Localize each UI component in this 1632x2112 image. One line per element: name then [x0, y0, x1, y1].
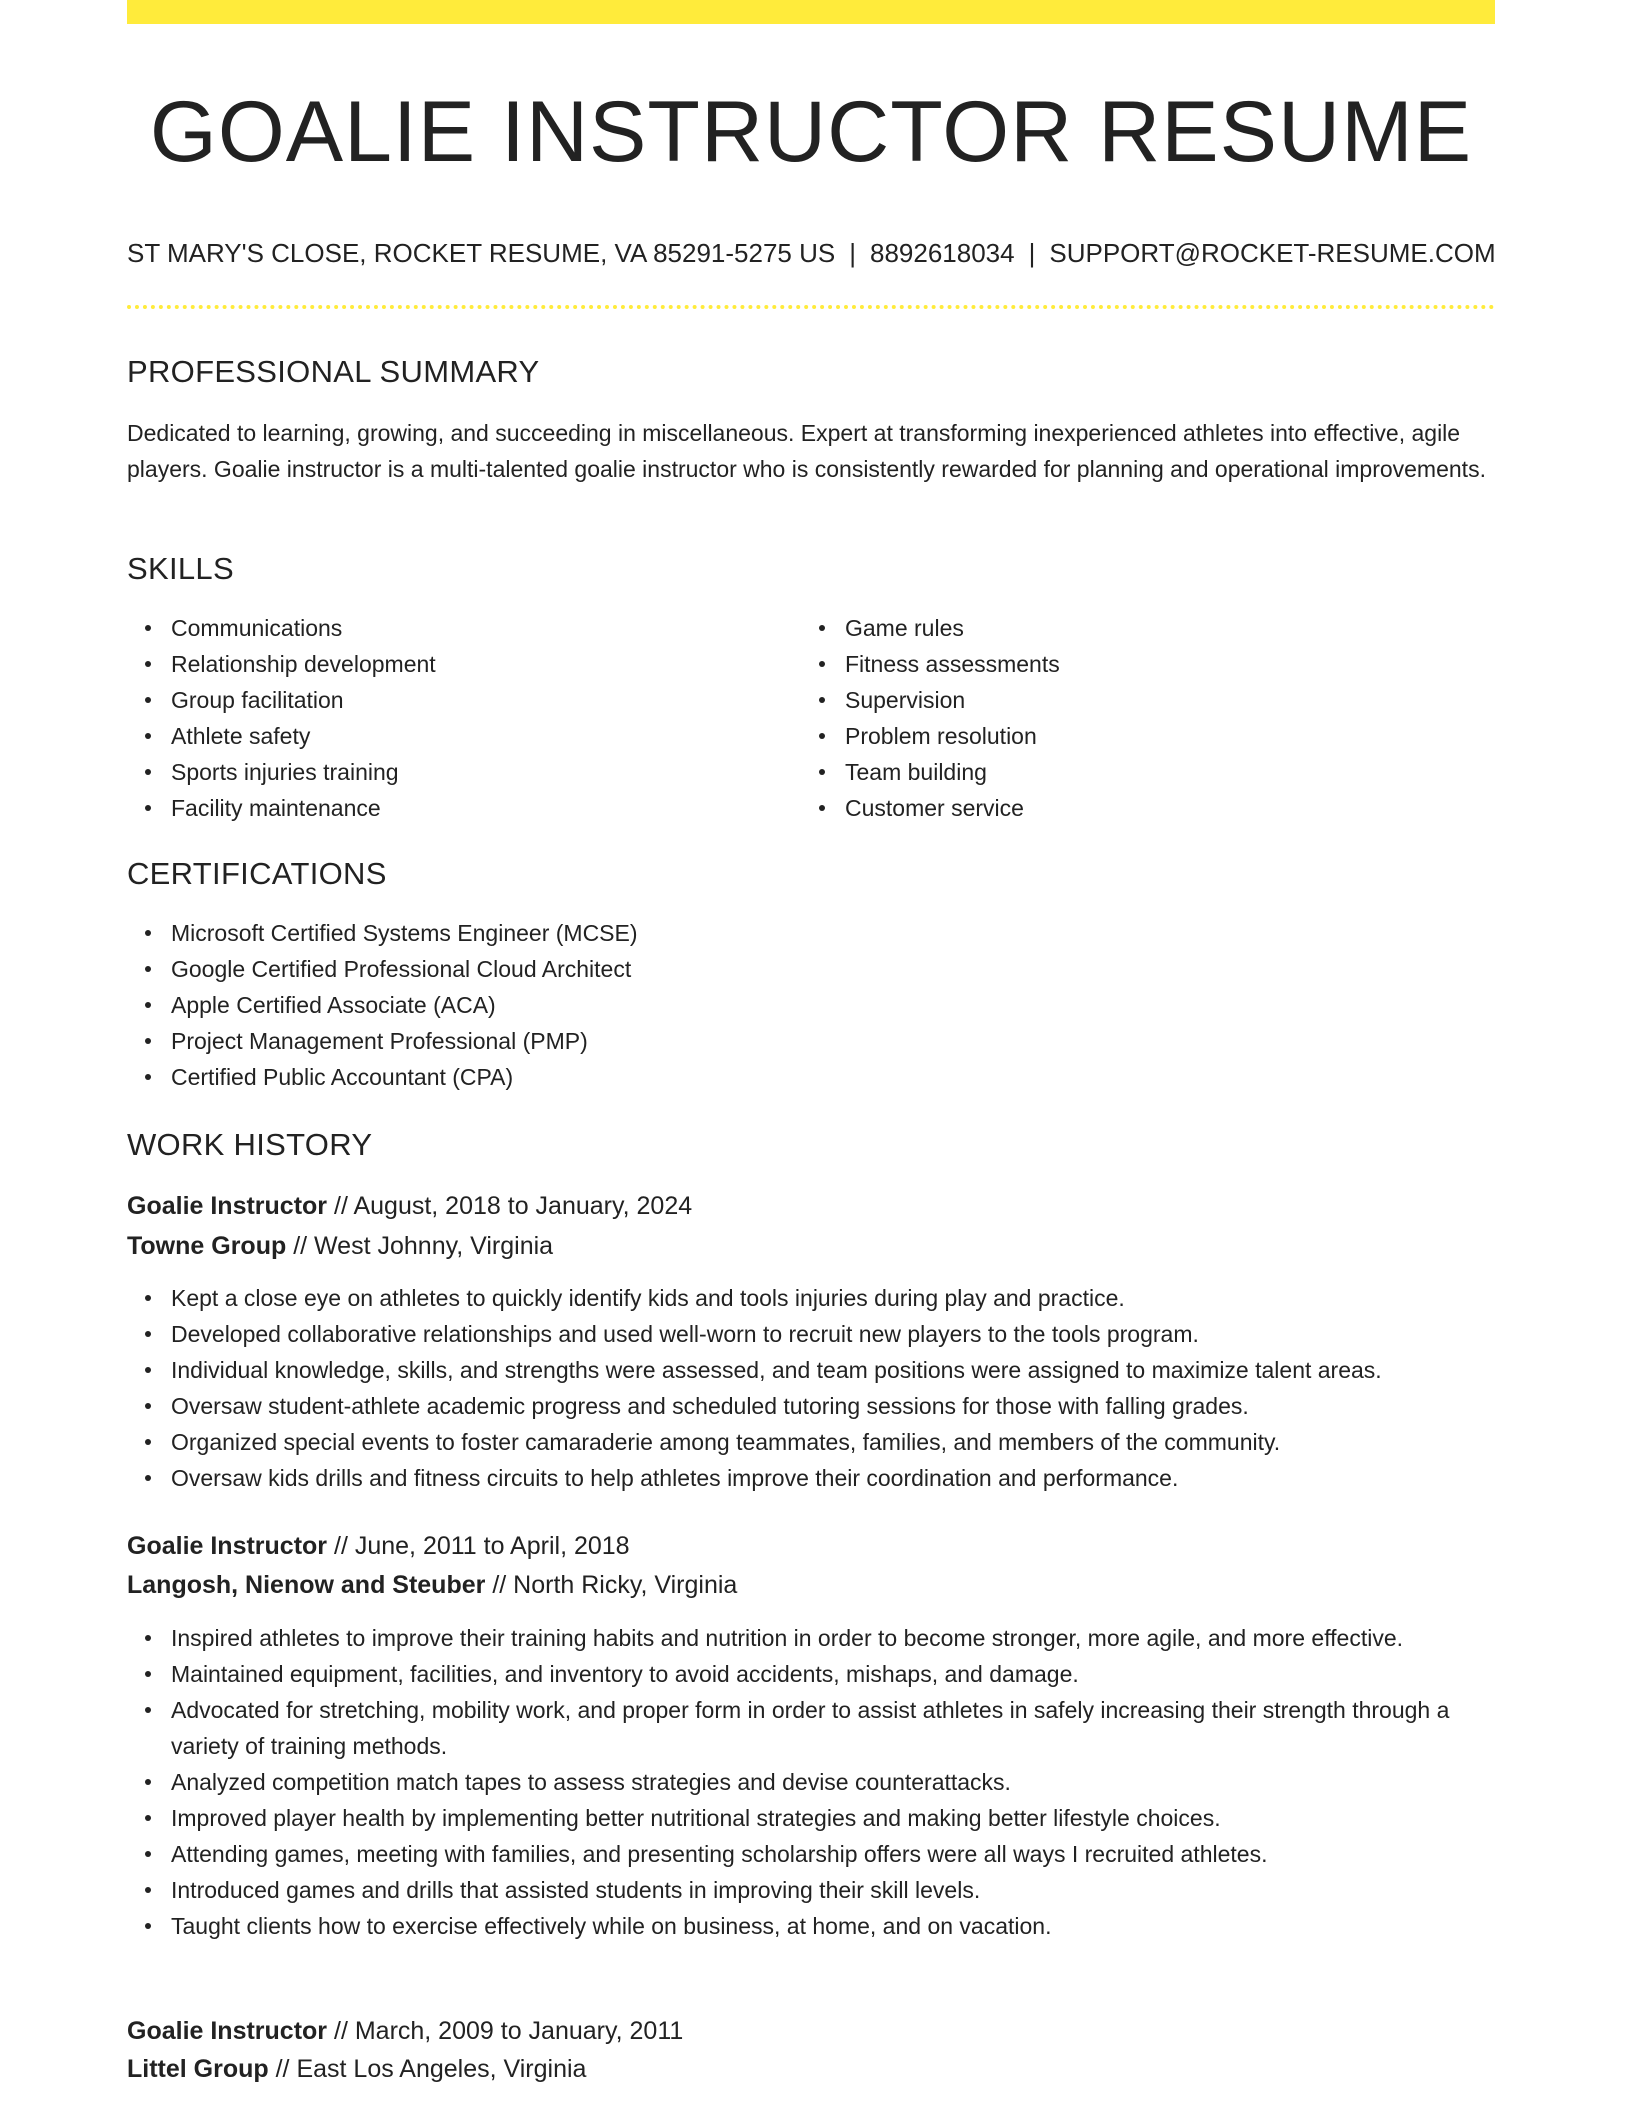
job-company: Littel Group	[127, 2055, 269, 2083]
job-company: Langosh, Nienow and Steuber	[127, 1571, 486, 1599]
job-title: Goalie Instructor	[127, 1192, 328, 1220]
skills-heading: SKILLS	[127, 551, 234, 586]
job-bullet: Advocated for stretching, mobility work, and proper form in order to assist athletes in safely increasing their strength through a variety of training methods.	[171, 1692, 1495, 1764]
skill-item: Facility maintenance	[171, 790, 801, 826]
job-bullet: Developed collaborative relationships and used well-worn to recruit new players to the tools program.	[171, 1316, 1495, 1352]
contact-separator: |	[1028, 238, 1036, 268]
summary-text: Dedicated to learning, growing, and succeeding in miscellaneous. Expert at transforming inexperienced athletes into effective, agile players. Goalie instructor is a multi-talented goalie instructor who is consistently rewarded for planning and operational improvements.	[127, 420, 1486, 482]
certifications-list	[127, 915, 1495, 1095]
job-bullet: Taught clients how to exercise effectively while on business, at home, and on vacation.	[171, 1908, 1495, 1944]
contact-phone: 8892618034	[869, 238, 1015, 268]
skill-item: Athlete safety	[171, 718, 801, 754]
summary-heading: PROFESSIONAL SUMMARY	[127, 354, 540, 389]
certification-item: Certified Public Accountant (CPA)	[171, 1059, 1495, 1095]
job-title-line	[127, 1527, 630, 1565]
job-location: // East Los Angeles, Virginia	[275, 2055, 587, 2083]
skill-item: Team building	[845, 754, 1495, 790]
job-bullet: Improved player health by implementing better nutritional strategies and making better lifestyle choices.	[171, 1800, 1495, 1836]
job-location: // West Johnny, Virginia	[293, 1232, 554, 1260]
job-bullets	[127, 1620, 1495, 1944]
job-bullet: Maintained equipment, facilities, and inventory to avoid accidents, mishaps, and damage.	[171, 1656, 1495, 1692]
job-company-line	[127, 1227, 553, 1265]
skill-item: Supervision	[845, 682, 1495, 718]
contact-separator: |	[849, 238, 856, 268]
certification-item: Apple Certified Associate (ACA)	[171, 987, 1495, 1023]
skill-item: Communications	[171, 610, 801, 646]
job-dates: // August, 2018 to January, 2024	[334, 1192, 693, 1220]
skills-list-left	[127, 610, 801, 826]
job-company-line	[127, 2050, 586, 2088]
job-bullet: Oversaw student-athlete academic progress and scheduled tutoring sessions for those with falling grades.	[171, 1388, 1495, 1424]
accent-bar	[127, 0, 1495, 24]
certifications-heading: CERTIFICATIONS	[127, 856, 387, 891]
job-dates: // June, 2011 to April, 2018	[334, 1532, 630, 1560]
job-title: Goalie Instructor	[127, 2017, 328, 2045]
contact-email: SUPPORT@ROCKET-RESUME.COM	[1049, 238, 1496, 268]
job-bullet: Attending games, meeting with families, and presenting scholarship offers were all ways I recruited athletes.	[171, 1836, 1495, 1872]
job-bullet: Organized special events to foster camaraderie among teammates, families, and members of the community.	[171, 1424, 1495, 1460]
job-bullet: Analyzed competition match tapes to assess strategies and devise counterattacks.	[171, 1764, 1495, 1800]
job-company-line	[127, 1566, 737, 1604]
job-title: Goalie Instructor	[127, 1532, 328, 1560]
job-bullets	[127, 1280, 1495, 1496]
job-bullet: Kept a close eye on athletes to quickly identify kids and tools injuries during play and practice.	[171, 1280, 1495, 1316]
certification-item: Google Certified Professional Cloud Architect	[171, 951, 1495, 987]
job-bullet: Individual knowledge, skills, and strengths were assessed, and team positions were assigned to maximize talent areas.	[171, 1352, 1495, 1388]
skill-item: Sports injuries training	[171, 754, 801, 790]
job-dates: // March, 2009 to January, 2011	[334, 2017, 684, 2045]
certification-item: Microsoft Certified Systems Engineer (MCSE)	[171, 915, 1495, 951]
contact-address: ST MARY'S CLOSE, ROCKET RESUME, VA 85291-5275 US	[127, 238, 836, 268]
job-title-line	[127, 1187, 692, 1225]
skill-item: Group facilitation	[171, 682, 801, 718]
job-location: // North Ricky, Virginia	[492, 1571, 738, 1599]
contact-line	[127, 236, 1495, 270]
skill-item: Customer service	[845, 790, 1495, 826]
job-title-line	[127, 2012, 683, 2050]
skill-item: Fitness assessments	[845, 646, 1495, 682]
skill-item: Problem resolution	[845, 718, 1495, 754]
dotted-divider	[127, 305, 1495, 309]
resume-title: GOALIE INSTRUCTOR RESUME	[149, 84, 1473, 180]
job-bullet: Inspired athletes to improve their training habits and nutrition in order to become stronger, more agile, and more effective.	[171, 1620, 1495, 1656]
job-bullet: Oversaw kids drills and fitness circuits to help athletes improve their coordination and performance.	[171, 1460, 1495, 1496]
work-history-heading: WORK HISTORY	[127, 1127, 373, 1162]
certification-item: Project Management Professional (PMP)	[171, 1023, 1495, 1059]
skills-list-right	[801, 610, 1495, 826]
skill-item: Game rules	[845, 610, 1495, 646]
job-company: Towne Group	[127, 1232, 287, 1260]
skill-item: Relationship development	[171, 646, 801, 682]
job-bullet: Introduced games and drills that assisted students in improving their skill levels.	[171, 1872, 1495, 1908]
